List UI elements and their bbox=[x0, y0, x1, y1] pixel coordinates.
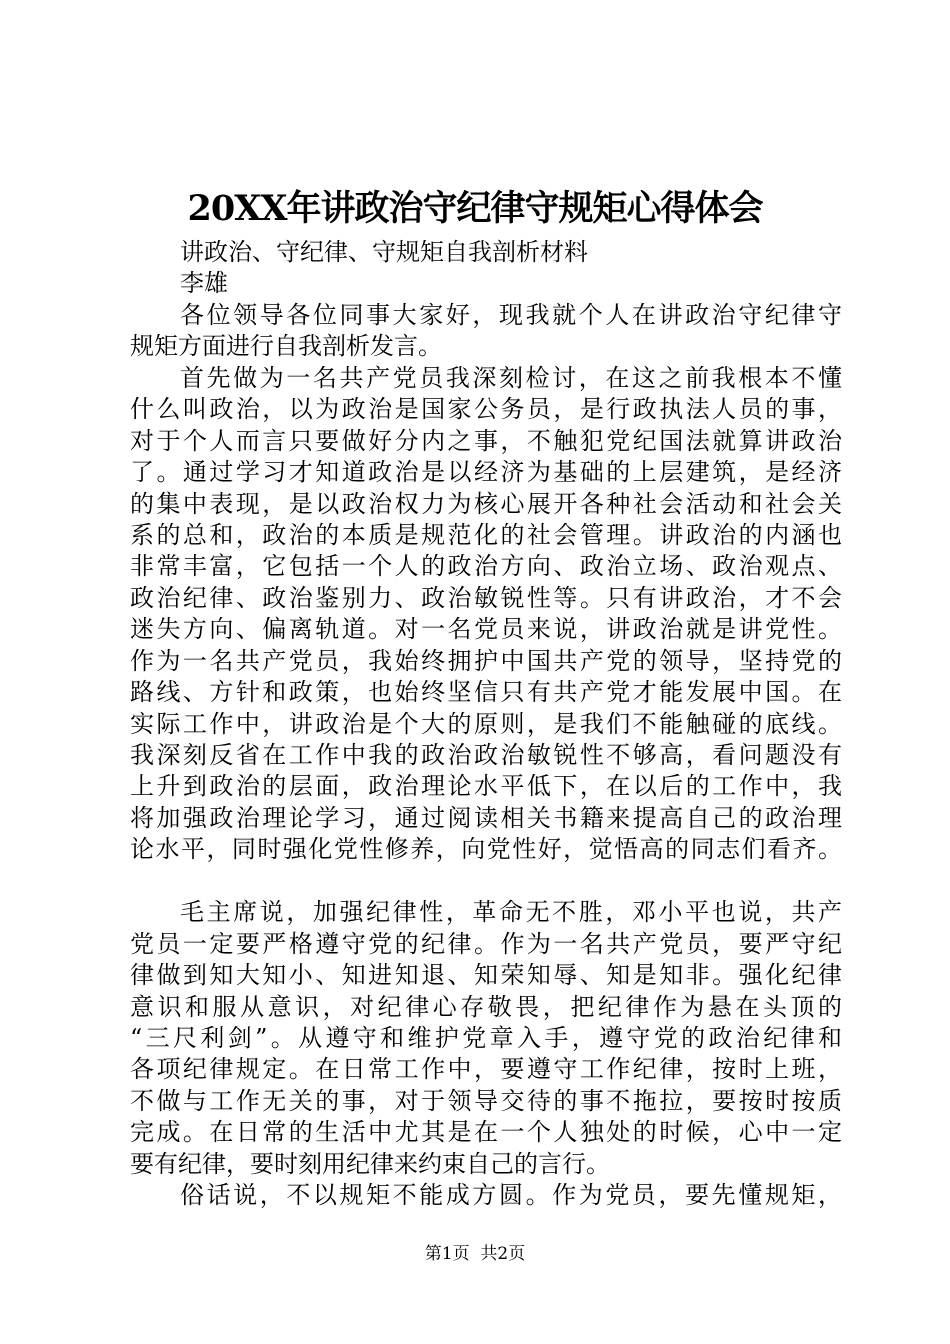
paragraph-line: 的集中表现，是以政治权力为核心展开各种社会活动和社会关 bbox=[130, 489, 842, 518]
paragraph-line: 上升到政治的层面，政治理论水平低下，在以后的工作中，我 bbox=[130, 772, 842, 801]
paragraph-line: 作为一名共产党员，我始终拥护中国共产党的领导，坚持党的 bbox=[130, 646, 842, 675]
paragraph-line: 路线、方针和政策，也始终坚信只有共产党才能发展中国。在 bbox=[130, 678, 842, 707]
paragraph-line: 迷失方向、偏离轨道。对一名党员来说，讲政治就是讲党性。 bbox=[130, 615, 842, 644]
paragraph-line: 律做到知大知小、知进知退、知荣知辱、知是知非。强化纪律 bbox=[130, 961, 842, 990]
paragraph-line: 论水平，同时强化党性修养，向党性好，觉悟高的同志们看齐。 bbox=[130, 835, 842, 864]
paragraph-line: 各项纪律规定。在日常工作中，要遵守工作纪律，按时上班， bbox=[130, 1055, 842, 1084]
paragraph-line: “三尺利剑”。从遵守和维护党章入手，遵守党的政治纪律和 bbox=[130, 1023, 842, 1052]
paragraph-line: 不做与工作无关的事，对于领导交待的事不拖拉，要按时按质 bbox=[130, 1086, 842, 1115]
document-body bbox=[130, 237, 842, 1212]
paragraph-line: 了。通过学习才知道政治是以经济为基础的上层建筑，是经济 bbox=[130, 458, 842, 487]
author-line: 李雄 bbox=[180, 269, 228, 298]
paragraph-line: 党员一定要严格遵守党的纪律。作为一名共产党员，要严守纪 bbox=[130, 929, 842, 958]
paragraph-line: 首先做为一名共产党员我深刻检讨，在这之前我根本不懂 bbox=[180, 363, 842, 392]
paragraph-line: 系的总和，政治的本质是规范化的社会管理。讲政治的内涵也 bbox=[130, 520, 842, 549]
paragraph-gap bbox=[130, 866, 842, 897]
paragraph-line: 规矩方面进行自我剖析发言。 bbox=[130, 332, 442, 361]
paragraph-line: 非常丰富，它包括一个人的政治方向、政治立场、政治观点、 bbox=[130, 552, 842, 581]
paragraph-line: 将加强政治理论学习，通过阅读相关书籍来提高自己的政治理 bbox=[130, 803, 842, 832]
paragraph-line: 完成。在日常的生活中尤其是在一个人独处的时候，心中一定 bbox=[130, 1118, 842, 1147]
subtitle-line: 讲政治、守纪律、守规矩自我剖析材料 bbox=[180, 238, 588, 266]
paragraph-line: 什么叫政治，以为政治是国家公务员，是行政执法人员的事， bbox=[130, 395, 842, 424]
paragraph-line: 俗话说，不以规矩不能成方圆。作为党员，要先懂规矩， bbox=[180, 1181, 842, 1210]
paragraph-line: 毛主席说，加强纪律性，革命无不胜，邓小平也说，共产 bbox=[180, 898, 842, 927]
document-title: 20XX年讲政治守纪律守规矩心得体会 bbox=[187, 188, 763, 229]
page-number-footer: 第1页 共2页 bbox=[424, 1244, 526, 1264]
paragraph-line: 要有纪律，要时刻用纪律来约束自己的言行。 bbox=[130, 1149, 610, 1178]
paragraph-line: 各位领导各位同事大家好，现我就个人在讲政治守纪律守 bbox=[180, 300, 842, 329]
paragraph-line: 对于个人而言只要做好分内之事，不触犯党纪国法就算讲政治 bbox=[130, 426, 842, 455]
paragraph-line: 意识和服从意识，对纪律心存敬畏，把纪律作为悬在头顶的 bbox=[130, 992, 842, 1021]
paragraph-line: 我深刻反省在工作中我的政治政治敏锐性不够高，看问题没有 bbox=[130, 741, 842, 769]
paragraph-line: 实际工作中，讲政治是个大的原则，是我们不能触碰的底线。 bbox=[130, 709, 842, 738]
paragraph-line: 政治纪律、政治鉴别力、政治敏锐性等。只有讲政治，才不会 bbox=[130, 583, 842, 612]
